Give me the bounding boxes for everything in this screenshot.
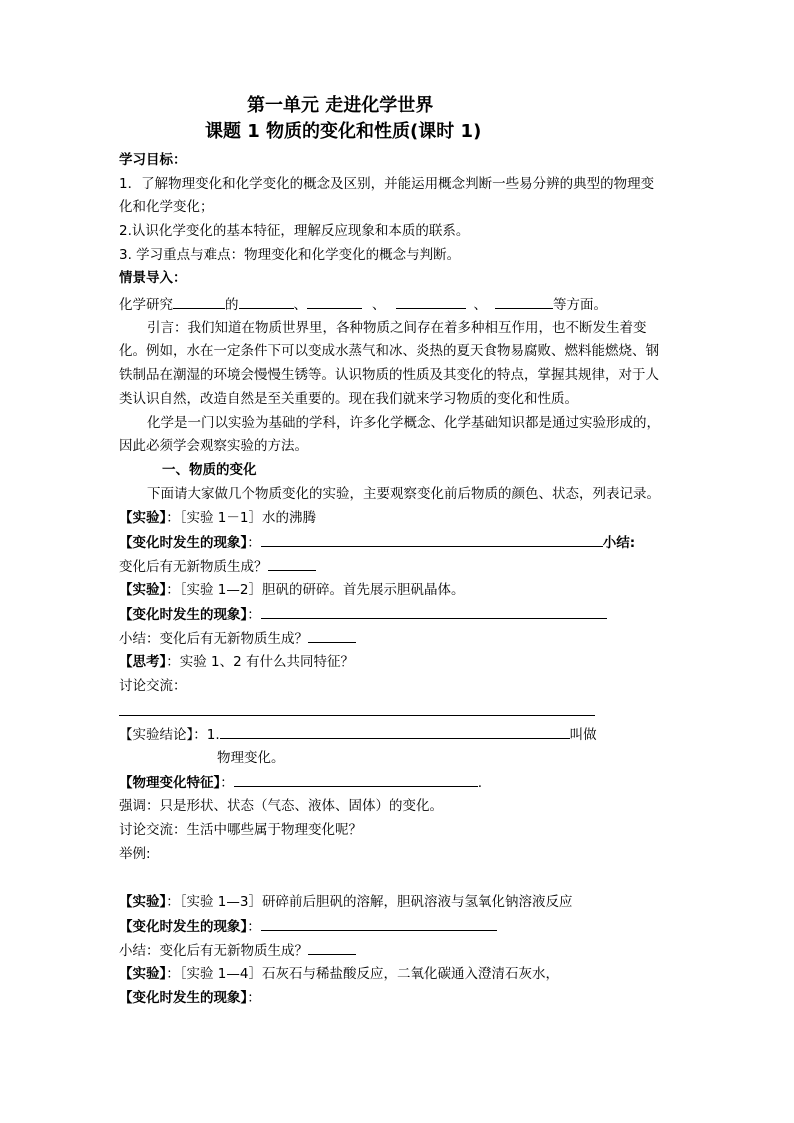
phen-colon: ： — [247, 919, 261, 935]
fill-text-e: 、 — [473, 297, 487, 313]
fill-text-d: 、 — [372, 297, 386, 313]
exp-colon: ： — [166, 966, 180, 982]
intro-para1-line3: 铁制品在潮湿的环境会慢慢生锈等。认识物质的性质及其变化的特点，掌握其规律，对于人 — [119, 367, 659, 383]
intro-para2-line1: 化学是一门以实验为基础的学科，许多化学概念、化学基础知识都是通过实验形成的， — [147, 415, 660, 431]
blank-3[interactable] — [307, 294, 362, 309]
intro-para1-line2: 化。例如，水在一定条件下可以变成水蒸气和冰、炎热的夏天食物易腐败、燃料能燃烧、钢 — [119, 343, 659, 359]
discuss-label: 讨论交流： — [119, 678, 187, 694]
exp3-text: ［实验 1—3］研碎前后胆矾的溶解，胆矾溶液与氢氧化钠溶液反应 — [179, 894, 573, 910]
exp1-question-line — [119, 556, 316, 577]
intro-heading: 情景导入： — [119, 270, 187, 286]
fill-text-b: 的 — [225, 297, 239, 313]
emphasis-line: 强调：只是形状、状态（气态、液体、固体）的变化。 — [119, 798, 443, 814]
summary-tail: 小结: — [602, 535, 636, 551]
conclusion-line — [119, 724, 597, 745]
exp2-summary-line — [119, 628, 356, 649]
conclusion-tail: 叫做 — [569, 727, 597, 743]
phen-colon: ： — [247, 990, 261, 1006]
feature-label: 【物理变化特征】 — [119, 775, 221, 791]
exp1-text: ［实验 1－1］水的沸腾 — [179, 510, 316, 526]
intro-para1-line4: 类认识自然，改造自然是至关重要的。现在我们就来学习物质的变化和性质。 — [119, 391, 578, 407]
blank-1[interactable] — [173, 294, 225, 309]
fill-text-f: 等方面。 — [553, 297, 607, 313]
exp-label: 【实验】 — [119, 966, 167, 982]
exp3-phenomenon-blank[interactable] — [261, 916, 497, 931]
summary-question: 小结：变化后有无新物质生成？ — [119, 631, 308, 647]
intro-para2-line2: 因此必须学会观察实验的方法。 — [119, 438, 308, 454]
conclusion-label: 【实验结论】 — [119, 727, 194, 743]
phenomenon-label: 【变化时发生的现象】 — [119, 607, 248, 623]
phenomenon-label: 【变化时发生的现象】 — [119, 990, 248, 1006]
exp-label: 【实验】 — [119, 894, 167, 910]
goal-1a: 1．了解物理变化和化学变化的概念及区别，并能运用概念判断一些易分辨的典型的物理变 — [119, 176, 655, 192]
exp2-line — [119, 580, 464, 600]
feature-line — [119, 772, 482, 793]
examples-line: 举例: — [119, 846, 151, 862]
think-label: 【思考】 — [119, 654, 167, 670]
intro-para1-line1: 引言：我们知道在物质世界里，各种物质之间存在着多种相互作用，也不断发生着变 — [147, 320, 647, 336]
blank-5[interactable] — [495, 294, 553, 309]
exp1-line — [119, 508, 316, 528]
think-text: ：实验 1、2 有什么共同特征？ — [166, 654, 355, 670]
exp1-phenomenon-blank[interactable] — [261, 532, 603, 547]
exp4-phenomenon-line — [119, 988, 261, 1008]
exp2-phenomenon-line — [119, 604, 607, 625]
fill-text-c: 、 — [293, 297, 307, 313]
exp2-phenomenon-blank[interactable] — [261, 604, 607, 619]
blank-4[interactable] — [396, 294, 466, 309]
section1-heading: 一、物质的变化 — [162, 462, 257, 478]
exp2-text: ［实验 1—2］胆矾的研碎。首先展示胆矾晶体。 — [179, 582, 465, 598]
exp-colon: ： — [166, 582, 180, 598]
feature-period: . — [477, 775, 483, 791]
goals-heading: 学习目标： — [119, 152, 187, 168]
exp2-answer-blank[interactable] — [308, 628, 356, 643]
summary-question: 小结：变化后有无新物质生成？ — [119, 943, 308, 959]
discuss-answer-line[interactable] — [119, 715, 595, 716]
exp4-line — [119, 964, 559, 984]
exp-colon: ： — [166, 510, 180, 526]
goal-3: 3. 学习重点与难点：物理变化和化学变化的概念与判断。 — [119, 247, 461, 263]
feature-blank[interactable] — [234, 772, 478, 787]
exp-label: 【实验】 — [119, 510, 167, 526]
goal-1b: 化和化学变化； — [119, 199, 214, 215]
conclusion-blank[interactable] — [220, 724, 570, 739]
unit-title: 第一单元 走进化学世界 — [247, 95, 434, 116]
discuss2-line: 讨论交流：生活中哪些属于物理变化呢？ — [119, 822, 362, 838]
section1-lead: 下面请大家做几个物质变化的实验，主要观察变化前后物质的颜色、状态，列表记录。 — [147, 486, 660, 502]
exp3-summary-line — [119, 940, 356, 961]
phenomenon-label: 【变化时发生的现象】 — [119, 919, 248, 935]
exp-colon: ： — [166, 894, 180, 910]
exp1-phenomenon-line — [119, 532, 635, 553]
lesson-title: 课题 1 物质的变化和性质(课时 1) — [205, 121, 482, 142]
phen-colon: ： — [247, 607, 261, 623]
exp3-answer-blank[interactable] — [308, 940, 356, 955]
new-substance-question: 变化后有无新物质生成？ — [119, 559, 268, 575]
feature-colon: ： — [220, 775, 234, 791]
phenomenon-label: 【变化时发生的现象】 — [119, 535, 248, 551]
conclusion-num: ：1. — [193, 727, 220, 743]
exp3-line — [119, 892, 572, 912]
exp1-answer-blank[interactable] — [268, 556, 316, 571]
fill-text-a: 化学研究 — [119, 297, 173, 313]
research-fill-line — [119, 294, 607, 315]
exp-label: 【实验】 — [119, 582, 167, 598]
conclusion-line2: 物理变化。 — [217, 750, 285, 766]
exp3-phenomenon-line — [119, 916, 497, 937]
goal-2: 2.认识化学变化的基本特征，理解反应现象和本质的联系。 — [119, 223, 470, 239]
think-line — [119, 652, 354, 672]
phen-colon: ： — [247, 535, 261, 551]
exp4-text: ［实验 1—4］石灰石与稀盐酸反应，二氧化碳通入澄清石灰水， — [179, 966, 559, 982]
blank-2[interactable] — [239, 294, 294, 309]
